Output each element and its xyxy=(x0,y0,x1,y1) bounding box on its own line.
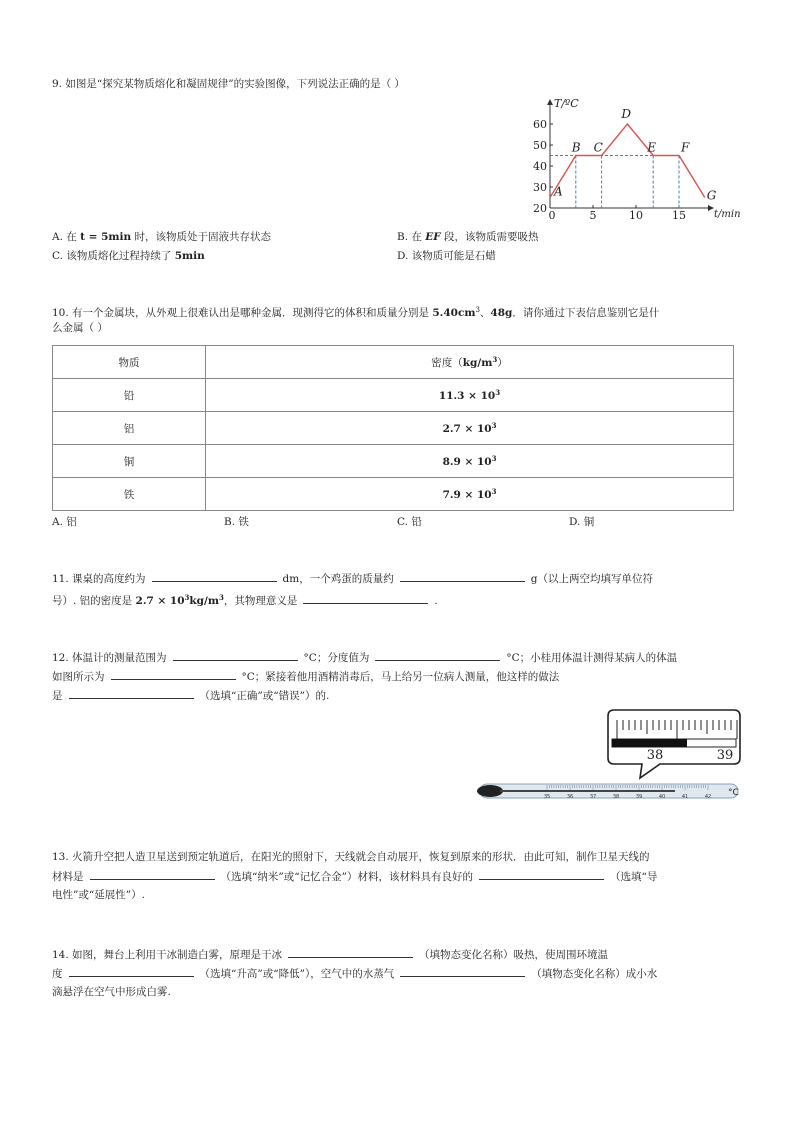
body-scale-label: 36 xyxy=(566,794,574,800)
y-tick-label: 40 xyxy=(533,160,547,173)
header-unit-exp: 3 xyxy=(492,354,498,364)
table-cell-density xyxy=(206,445,734,478)
q12-text-6: 是 xyxy=(52,690,63,702)
point-label-D: D xyxy=(621,107,632,121)
q14-text-3: 度 xyxy=(52,968,63,980)
q14-line1 xyxy=(52,944,608,965)
y-axis-label: T/ºC xyxy=(554,97,579,110)
q9-option-c[interactable] xyxy=(52,248,205,263)
q11-blank-meaning[interactable] xyxy=(303,590,428,604)
x-tick-label: 5 xyxy=(589,209,597,222)
density-exp: 3 xyxy=(495,388,501,397)
melting-curve-chart xyxy=(520,95,770,225)
table-cell-density xyxy=(206,478,734,511)
table-header-density xyxy=(206,346,734,379)
y-tick-label: 50 xyxy=(533,139,547,152)
density-mantissa: 2.7 × 10 xyxy=(442,423,492,435)
q11-density-exp: 3 xyxy=(184,593,190,602)
q10-stem-line2: 么金属（ ） xyxy=(52,322,108,334)
q11-text-5: ，其物理意义是 xyxy=(223,595,298,607)
q10-sep: 、 xyxy=(479,307,491,319)
q11-density-unit: kg/m xyxy=(189,595,219,607)
q11-density: 2.7 × 10 xyxy=(135,595,185,607)
table-cell-density xyxy=(206,412,734,445)
q11-text-1: 11. 课桌的高度约为 xyxy=(52,573,146,585)
q14-line2 xyxy=(52,963,657,984)
density-exp: 3 xyxy=(491,421,497,430)
q10-mass: 48g xyxy=(490,307,513,319)
q9-option-c-time: 5min xyxy=(174,250,205,262)
q10-stem-text: 10. 有一个金属块，从外观上很难认出是哪种金属．现测得它的体积和质量分别是 xyxy=(52,307,433,319)
table-row xyxy=(53,412,734,445)
point-label-F: F xyxy=(681,140,690,155)
thermometer-bulb xyxy=(477,785,503,797)
body-scale-label: 42 xyxy=(704,794,712,800)
header-unit: kg/m xyxy=(462,356,493,369)
q14-line3: 滴悬浮在空气中形成白雾. xyxy=(52,986,171,998)
q9-option-a-text: A. 在 xyxy=(52,231,81,243)
thermometer-unit: °C xyxy=(728,788,739,798)
q11-line1 xyxy=(52,568,653,589)
q11-blank-egg-mass[interactable] xyxy=(400,568,525,582)
point-label-B: B xyxy=(571,140,581,155)
body-scale-label: 39 xyxy=(635,794,643,800)
q13-line1: 13. 火箭升空把人造卫星送到预定轨道后，在阳光的照射下，天线就会自动展开，恢复到原来的形状．由此可知，制作卫星天线的 xyxy=(52,851,650,863)
q12-line2 xyxy=(52,666,559,687)
body-scale-label: 37 xyxy=(589,794,597,800)
q12-text-5: °C；紧接着他用酒精消毒后，马上给另一位病人测量，他这样的做法 xyxy=(241,671,560,683)
point-label-A: A xyxy=(554,184,563,199)
q14-blank-liquefaction[interactable] xyxy=(400,963,525,977)
zoom-mercury-column xyxy=(612,739,687,747)
q14-blank-temperature[interactable] xyxy=(69,963,194,977)
x-tick-label: 10 xyxy=(629,209,643,222)
zoom-label-38: 38 xyxy=(646,748,664,763)
q12-blank-division[interactable] xyxy=(375,647,500,661)
q9-option-a-time: t = 5min xyxy=(80,231,132,243)
y-tick-label: 30 xyxy=(533,181,547,194)
q14-text-5: （填物态变化名称）成小水 xyxy=(531,968,658,980)
body-scale-label: 40 xyxy=(658,794,666,800)
table-cell-substance: 铜 xyxy=(53,445,206,478)
q11-text-3: g（以上两空均填写单位符 xyxy=(530,573,653,585)
q13-text-4: （选填“导 xyxy=(609,871,658,883)
q10-stem-tail: ．请你通过下表信息鉴别它是什 xyxy=(512,307,660,319)
q10-option-a[interactable]: A. 铝 xyxy=(52,516,77,528)
density-mantissa: 7.9 × 10 xyxy=(442,489,492,501)
q12-blank-range[interactable] xyxy=(173,647,298,661)
y-tick-label: 60 xyxy=(533,118,547,131)
density-table xyxy=(52,345,734,511)
q9-option-b-text: B. 在 xyxy=(397,231,426,243)
q14-text-1: 14. 如图，舞台上利用干冰制造白雾，原理是干冰 xyxy=(52,949,283,961)
point-label-C: C xyxy=(593,140,603,155)
q11-blank-desk-height[interactable] xyxy=(152,568,277,582)
body-scale-label: 38 xyxy=(612,794,620,800)
y-axis-arrow xyxy=(547,99,553,105)
q11-density-unit-exp: 3 xyxy=(218,593,224,602)
q12-line3 xyxy=(52,685,329,706)
q9-option-c-text: C. 该物质熔化过程持续了 xyxy=(52,250,175,262)
body-scale-label: 35 xyxy=(543,794,551,800)
q9-option-b[interactable] xyxy=(397,229,539,244)
q9-option-b-segment: EF xyxy=(425,231,441,243)
thermometer-figure xyxy=(472,706,747,806)
q14-blank-sublimation[interactable] xyxy=(288,944,413,958)
density-exp: 3 xyxy=(491,454,497,463)
point-label-G: G xyxy=(706,188,717,203)
header-post: ） xyxy=(497,356,508,369)
table-cell-substance: 铁 xyxy=(53,478,206,511)
table-cell-substance: 铅 xyxy=(53,379,206,412)
q12-blank-reading[interactable] xyxy=(111,666,236,680)
q10-option-b[interactable]: B. 铁 xyxy=(224,516,249,528)
q9-option-d[interactable]: D. 该物质可能是石蜡 xyxy=(397,250,496,262)
q13-line3: 电性”或“延展性”）. xyxy=(52,889,145,901)
q12-line1 xyxy=(52,647,677,668)
density-exp: 3 xyxy=(491,487,497,496)
point-label-E: E xyxy=(647,140,656,155)
table-row xyxy=(53,379,734,412)
y-tick-label: 20 xyxy=(533,202,547,215)
q10-stem-line1 xyxy=(52,300,659,323)
q10-option-c[interactable]: C. 铅 xyxy=(397,516,422,528)
q12-blank-judgement[interactable] xyxy=(69,685,194,699)
table-row xyxy=(53,445,734,478)
q12-text-4: 如图所示为 xyxy=(52,671,105,683)
q11-line2 xyxy=(52,588,438,611)
body-scale-label: 41 xyxy=(681,794,689,800)
series-line xyxy=(550,124,705,198)
table-row xyxy=(53,478,734,511)
q10-option-d[interactable]: D. 铜 xyxy=(569,516,595,528)
q14-text-2: （填物态变化名称）吸热，使周围环境温 xyxy=(419,949,609,961)
x-axis-label: t/min xyxy=(714,209,741,220)
table-cell-density xyxy=(206,379,734,412)
q14-text-4: （选填“升高”或“降低”），空气中的水蒸气 xyxy=(199,968,395,980)
q13-text-3: （选填“纳米”或“记忆合金”）材料，该材料具有良好的 xyxy=(220,871,473,883)
q10-volume-exp: 3 xyxy=(475,306,480,314)
q12-text-7: （选填“正确”或“错误”）的. xyxy=(199,690,330,702)
x-tick-label: 0 xyxy=(548,209,556,222)
table-header-row xyxy=(53,346,734,379)
q13-text-2: 材料是 xyxy=(52,871,84,883)
q11-text-6: . xyxy=(434,595,438,607)
q12-text-1: 12. 体温计的测量范围为 xyxy=(52,652,167,664)
q12-text-2: °C；分度值为 xyxy=(303,652,370,664)
q13-blank-material[interactable] xyxy=(90,866,215,880)
thermometer-mercury-column xyxy=(500,790,675,792)
density-mantissa: 11.3 × 10 xyxy=(438,390,496,402)
q9-option-b-tail: 段，该物质需要吸热 xyxy=(440,231,539,243)
header-pre: 密度（ xyxy=(431,356,463,369)
density-mantissa: 8.9 × 10 xyxy=(442,456,492,468)
q12-text-3: °C；小桂用体温计测得某病人的体温 xyxy=(506,652,678,664)
q9-option-a[interactable] xyxy=(52,229,271,244)
q10-volume: 5.40cm xyxy=(432,307,476,319)
q13-blank-property[interactable] xyxy=(479,866,604,880)
q11-text-2: dm，一个鸡蛋的质量约 xyxy=(282,573,394,585)
table-cell-substance: 铝 xyxy=(53,412,206,445)
q9-stem: 9. 如图是“探究某物质熔化和凝固规律”的实验图像，下列说法正确的是（ ） xyxy=(52,78,405,90)
q11-text-4: 号）. 铝的密度是 xyxy=(52,595,136,607)
x-tick-label: 15 xyxy=(672,209,686,222)
zoom-label-39: 39 xyxy=(716,748,734,763)
q9-option-a-tail: 时，该物质处于固液共存状态 xyxy=(131,231,271,243)
table-header-substance: 物质 xyxy=(53,346,206,379)
q13-line2 xyxy=(52,866,657,887)
